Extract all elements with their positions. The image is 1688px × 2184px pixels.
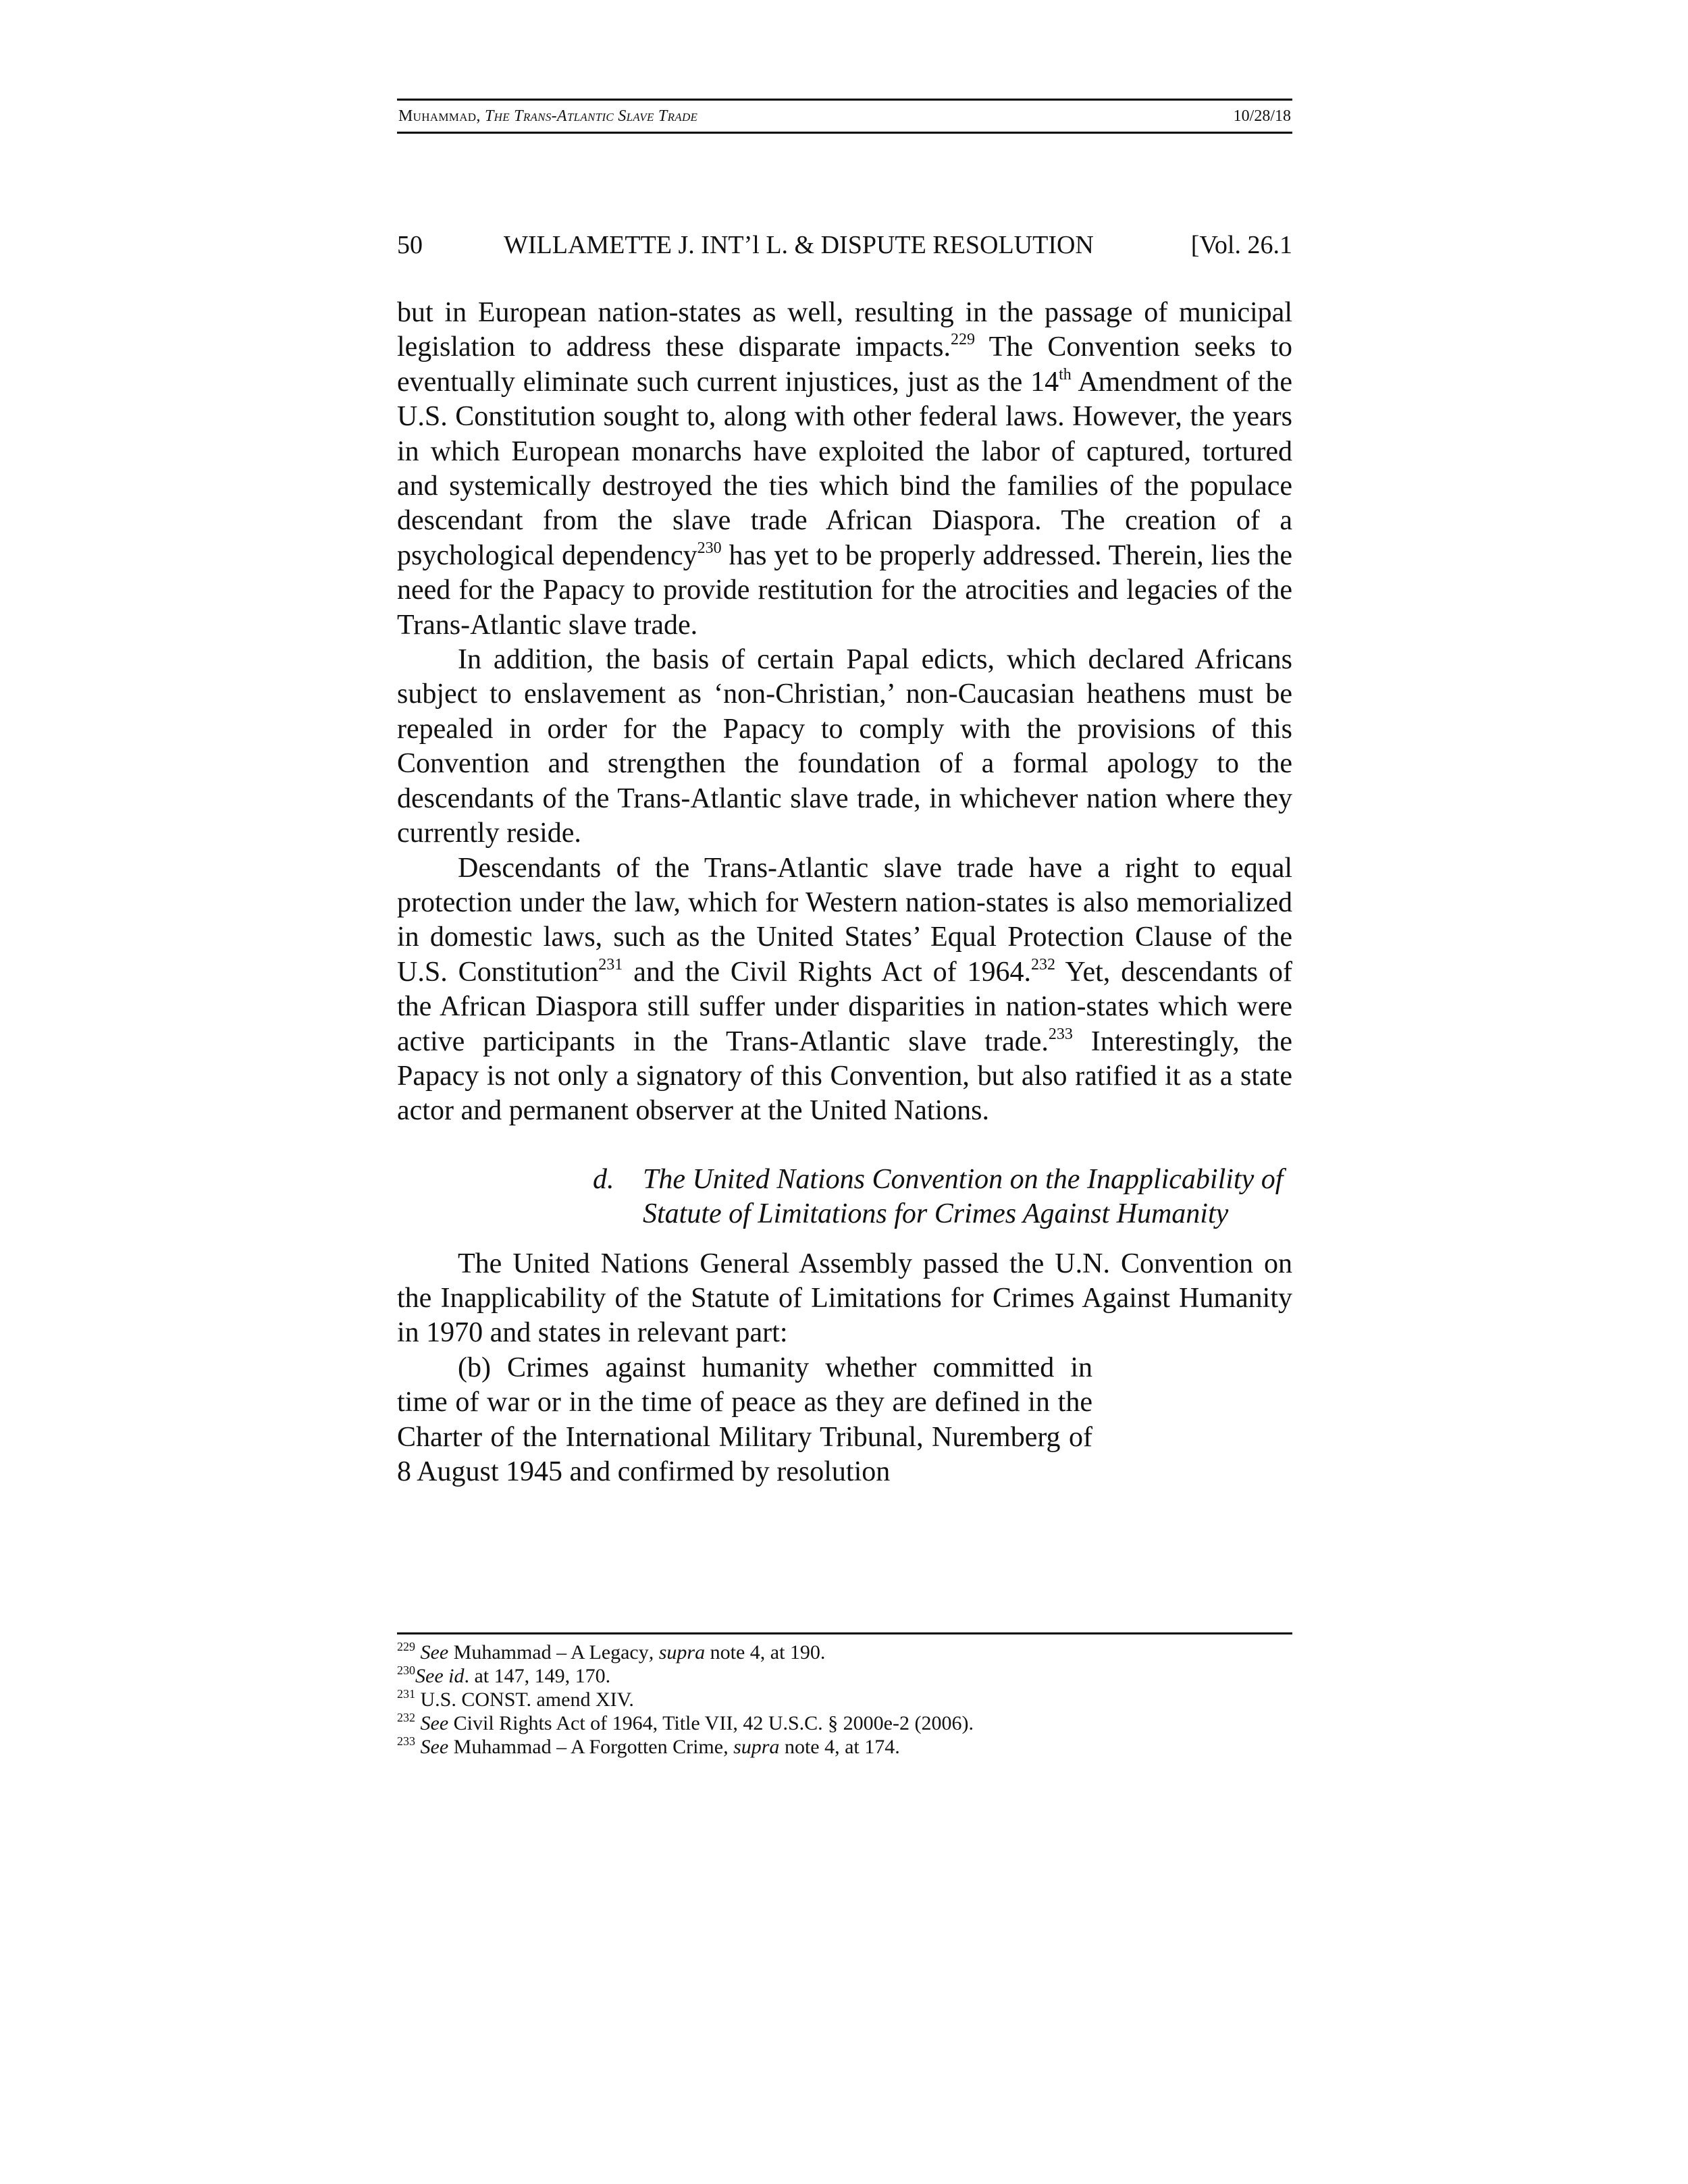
footnote-229: $^{229}$ See Muhammad – A Legacy, supra note 4, at 190.	[397, 1640, 826, 1663]
paragraph-3: Descendants of the Trans-Atlantic slave trade have a right to equal protection under the law, which for Western nation-states is also memorialized in domestic laws, such as the United States’ Equal Protection Clause of the U.S. Constitution$^{231}$ and the Civil Rights Act of 1964.$^{232}$ Yet, descendants of the African Diaspora still suffer under disparities in nation-states which were active participants in the Trans-Atlantic slave trade.$^{233}$ Interestingly, the Papacy is not only a signatory of this Convention, but also ratified it as a state actor and permanent observer at the United Nations.	[397, 852, 1292, 1127]
volume-number: [Vol. 26.1	[1190, 231, 1292, 259]
section-heading	[397, 1163, 1292, 1232]
running-head-date: 10/28/18	[1233, 107, 1291, 125]
body-text	[397, 296, 1292, 1489]
block-quote: (b) Crimes against humanity whether committed in time of war or in the time of peace as they are defined in the Charter of the International Military Tribunal, Nuremberg of 8 August 1945 and confirmed by resolution	[397, 1352, 1092, 1487]
footnote-divider	[397, 1632, 1292, 1634]
footnote-232: $^{232}$ See Civil Rights Act of 1964, Title VII, 42 U.S.C. § 2000e-2 (2006).	[397, 1711, 974, 1734]
section-letter: d.	[593, 1163, 614, 1195]
paragraph-4: The United Nations General Assembly passed the U.N. Convention on the Inapplicability of the Statute of Limitations for Crimes Against Humanity in 1970 and states in relevant part:	[397, 1248, 1292, 1349]
footnotes	[397, 1641, 1292, 1759]
ordinal-suffix: th	[1059, 365, 1072, 383]
footnote-230: $^{230}$See id. at 147, 149, 170.	[397, 1663, 611, 1687]
footnote-ref-229: 229	[950, 331, 975, 349]
footnote-231: $^{231}$ U.S. CONST. amend XIV.	[397, 1687, 634, 1711]
footnote-ref-232: 232	[1031, 955, 1056, 974]
page-number: 50	[397, 231, 423, 259]
footnote-ref-230: 230	[697, 539, 722, 557]
paragraph-1: but in European nation-states as well, resulting in the passage of municipal legislation to address these disparate impacts.$^{229}$ The Convention seeks to eventually eliminate such current injustices, just as the 14th Amendment of the U.S. Constitution sought to, along with other federal laws. However, the years in which European monarchs have exploited the labor of captured, tortured and systemically destroyed the ties which bind the families of the populace descendant from the slave trade African Diaspora. The creation of a psychological dependency$^{230}$ has yet to be properly addressed. Therein, lies the need for the Papacy to provide restitution for the atrocities and legacies of the Trans-Atlantic slave trade.	[397, 297, 1293, 641]
running-head-title: Muhammad, The Trans-Atlantic Slave Trade	[398, 107, 698, 125]
paragraph-2: In addition, the basis of certain Papal edicts, which declared Africans subject to enslavement as ‘non-Christian,’ non-Caucasian heathens must be repealed in order for the Papacy to comply with the provisions of this Convention and strengthen the foundation of a formal apology to the descendants of the Trans-Atlantic slave trade, in whichever nation where they currently reside.	[397, 644, 1292, 849]
running-head	[397, 99, 1292, 134]
footnote-233: $^{233}$ See Muhammad – A Forgotten Crime, supra note 4, at 174.	[397, 1734, 900, 1758]
section-title: The United Nations Convention on the Inapplicability of Statute of Limitations for Crimes Against Humanity	[643, 1163, 1284, 1230]
footnote-ref-231: 231	[598, 955, 623, 974]
journal-title: WILLAMETTE J. INT’l L. & DISPUTE RESOLUTION	[504, 231, 1094, 259]
footnote-ref-233: 233	[1048, 1025, 1073, 1043]
